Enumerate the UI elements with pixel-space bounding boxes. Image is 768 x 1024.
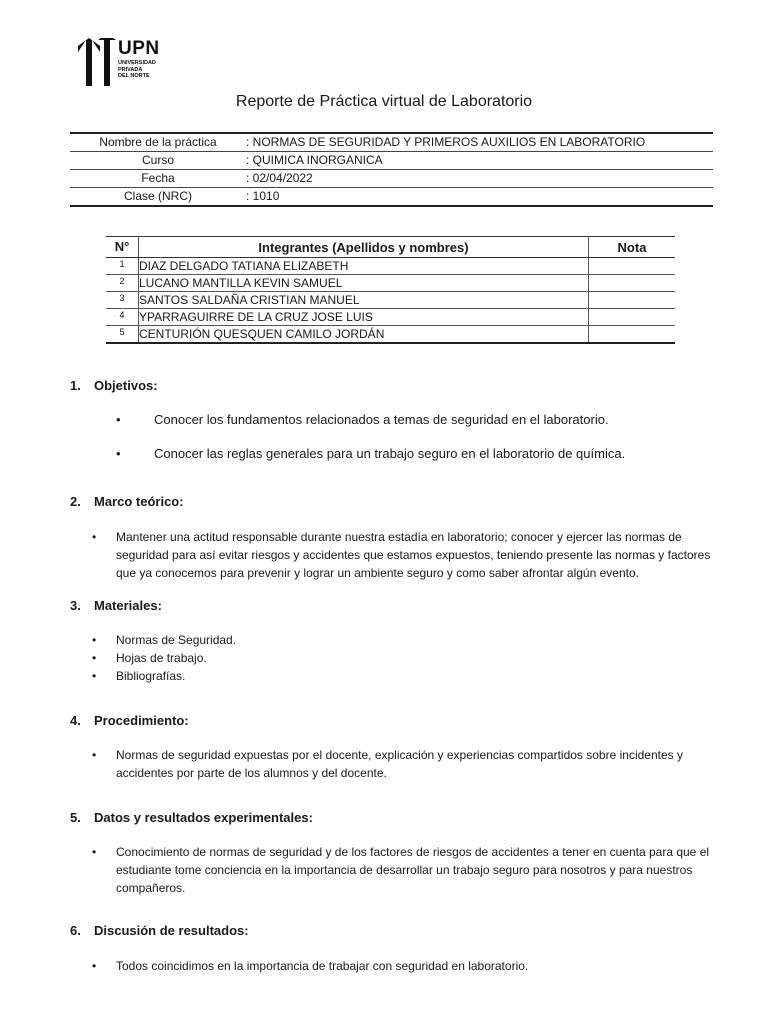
info-value: : QUIMICA INORGANICA — [246, 152, 713, 170]
col-header-number: N° — [106, 237, 139, 258]
section-heading-datos-resultados: 5. Datos y resultados experimentales: — [70, 810, 313, 825]
marco-teorico-list — [92, 528, 722, 582]
list-item: • Hojas de trabajo. — [92, 649, 712, 667]
procedimiento-list — [92, 746, 722, 782]
discusion-list — [92, 957, 722, 975]
member-name: LUCANO MANTILLA KEVIN SAMUEL — [139, 275, 589, 292]
info-row — [70, 170, 713, 188]
members-table — [106, 236, 675, 344]
member-number: 1 — [106, 258, 139, 275]
page-title: Reporte de Práctica virtual de Laboratorio — [235, 93, 533, 110]
list-item: • Todos coincidimos en la importancia de trabajar con seguridad en laboratorio. — [92, 957, 722, 975]
info-row — [70, 133, 713, 152]
table-row — [106, 275, 675, 292]
list-item: • Conocer las reglas generales para un trabajo seguro en el laboratorio de química. — [116, 437, 716, 471]
objetivos-list — [116, 403, 716, 471]
info-value: : 1010 — [246, 188, 713, 207]
practice-info-table — [70, 132, 713, 207]
info-row — [70, 152, 713, 170]
list-item: • Mantener una actitud responsable durante nuestra estadía en laboratorio; conocer y ejercer las normas de seguridad para así evitar riesgos y accidentes que estamos expuestos, teniendo presente las normas y factores que ya conocemos para prevenir y lograr un ambiente seguro y como saber afrontar algún evento. — [92, 528, 722, 582]
table-row — [106, 292, 675, 309]
section-heading-marco-teorico: 2. Marco teórico: — [70, 494, 184, 509]
members-header-row — [106, 237, 675, 258]
member-grade — [589, 309, 676, 326]
member-grade — [589, 258, 676, 275]
info-row — [70, 188, 713, 207]
info-key: Clase (NRC) — [70, 188, 246, 207]
section-heading-discusion: 6. Discusión de resultados: — [70, 923, 249, 938]
logo-name: UPN — [118, 38, 160, 59]
table-row — [106, 309, 675, 326]
table-row — [106, 258, 675, 275]
table-row — [106, 326, 675, 344]
list-item: • Conocer los fundamentos relacionados a temas de seguridad en el laboratorio. — [116, 403, 716, 437]
info-key: Curso — [70, 152, 246, 170]
col-header-grade: Nota — [589, 237, 676, 258]
list-item: • Normas de seguridad expuestas por el docente, explicación y experiencias compartidos sobre incidentes y accidentes por parte de los alumnos y del docente. — [92, 746, 722, 782]
member-number: 4 — [106, 309, 139, 326]
info-value: : NORMAS DE SEGURIDAD Y PRIMEROS AUXILIOS EN LABORATORIO — [246, 133, 713, 152]
info-value: : 02/04/2022 — [246, 170, 713, 188]
member-name: CENTURIÓN QUESQUEN CAMILO JORDÁN — [139, 326, 589, 344]
member-number: 5 — [106, 326, 139, 344]
section-heading-procedimiento: 4. Procedimiento: — [70, 713, 189, 728]
col-header-name: Integrantes (Apellidos y nombres) — [139, 237, 589, 258]
logo-subtitle: UNIVERSIDAD PRIVADA DEL NORTE — [118, 60, 156, 79]
member-grade — [589, 275, 676, 292]
section-heading-materiales: 3. Materiales: — [70, 598, 162, 613]
member-number: 3 — [106, 292, 139, 309]
member-name: YPARRAGUIRRE DE LA CRUZ JOSE LUIS — [139, 309, 589, 326]
member-grade — [589, 326, 676, 344]
member-number: 2 — [106, 275, 139, 292]
section-heading-objetivos: 1. Objetivos: — [70, 378, 158, 393]
datos-resultados-list — [92, 843, 722, 897]
list-item: • Bibliografías. — [92, 667, 712, 685]
list-item: • Normas de Seguridad. — [92, 631, 712, 649]
info-key: Nombre de la práctica — [70, 133, 246, 152]
list-item: • Conocimiento de normas de seguridad y de los factores de riesgos de accidentes a tener en cuenta para que el estudiante tome conciencia en la importancia de desarrollar un trabajo seguro para nosotros y para nuestros compañeros. — [92, 843, 722, 897]
member-grade — [589, 292, 676, 309]
member-name: DIAZ DELGADO TATIANA ELIZABETH — [139, 258, 589, 275]
member-name: SANTOS SALDAÑA CRISTIAN MANUEL — [139, 292, 589, 309]
info-key: Fecha — [70, 170, 246, 188]
materiales-list — [92, 631, 712, 685]
